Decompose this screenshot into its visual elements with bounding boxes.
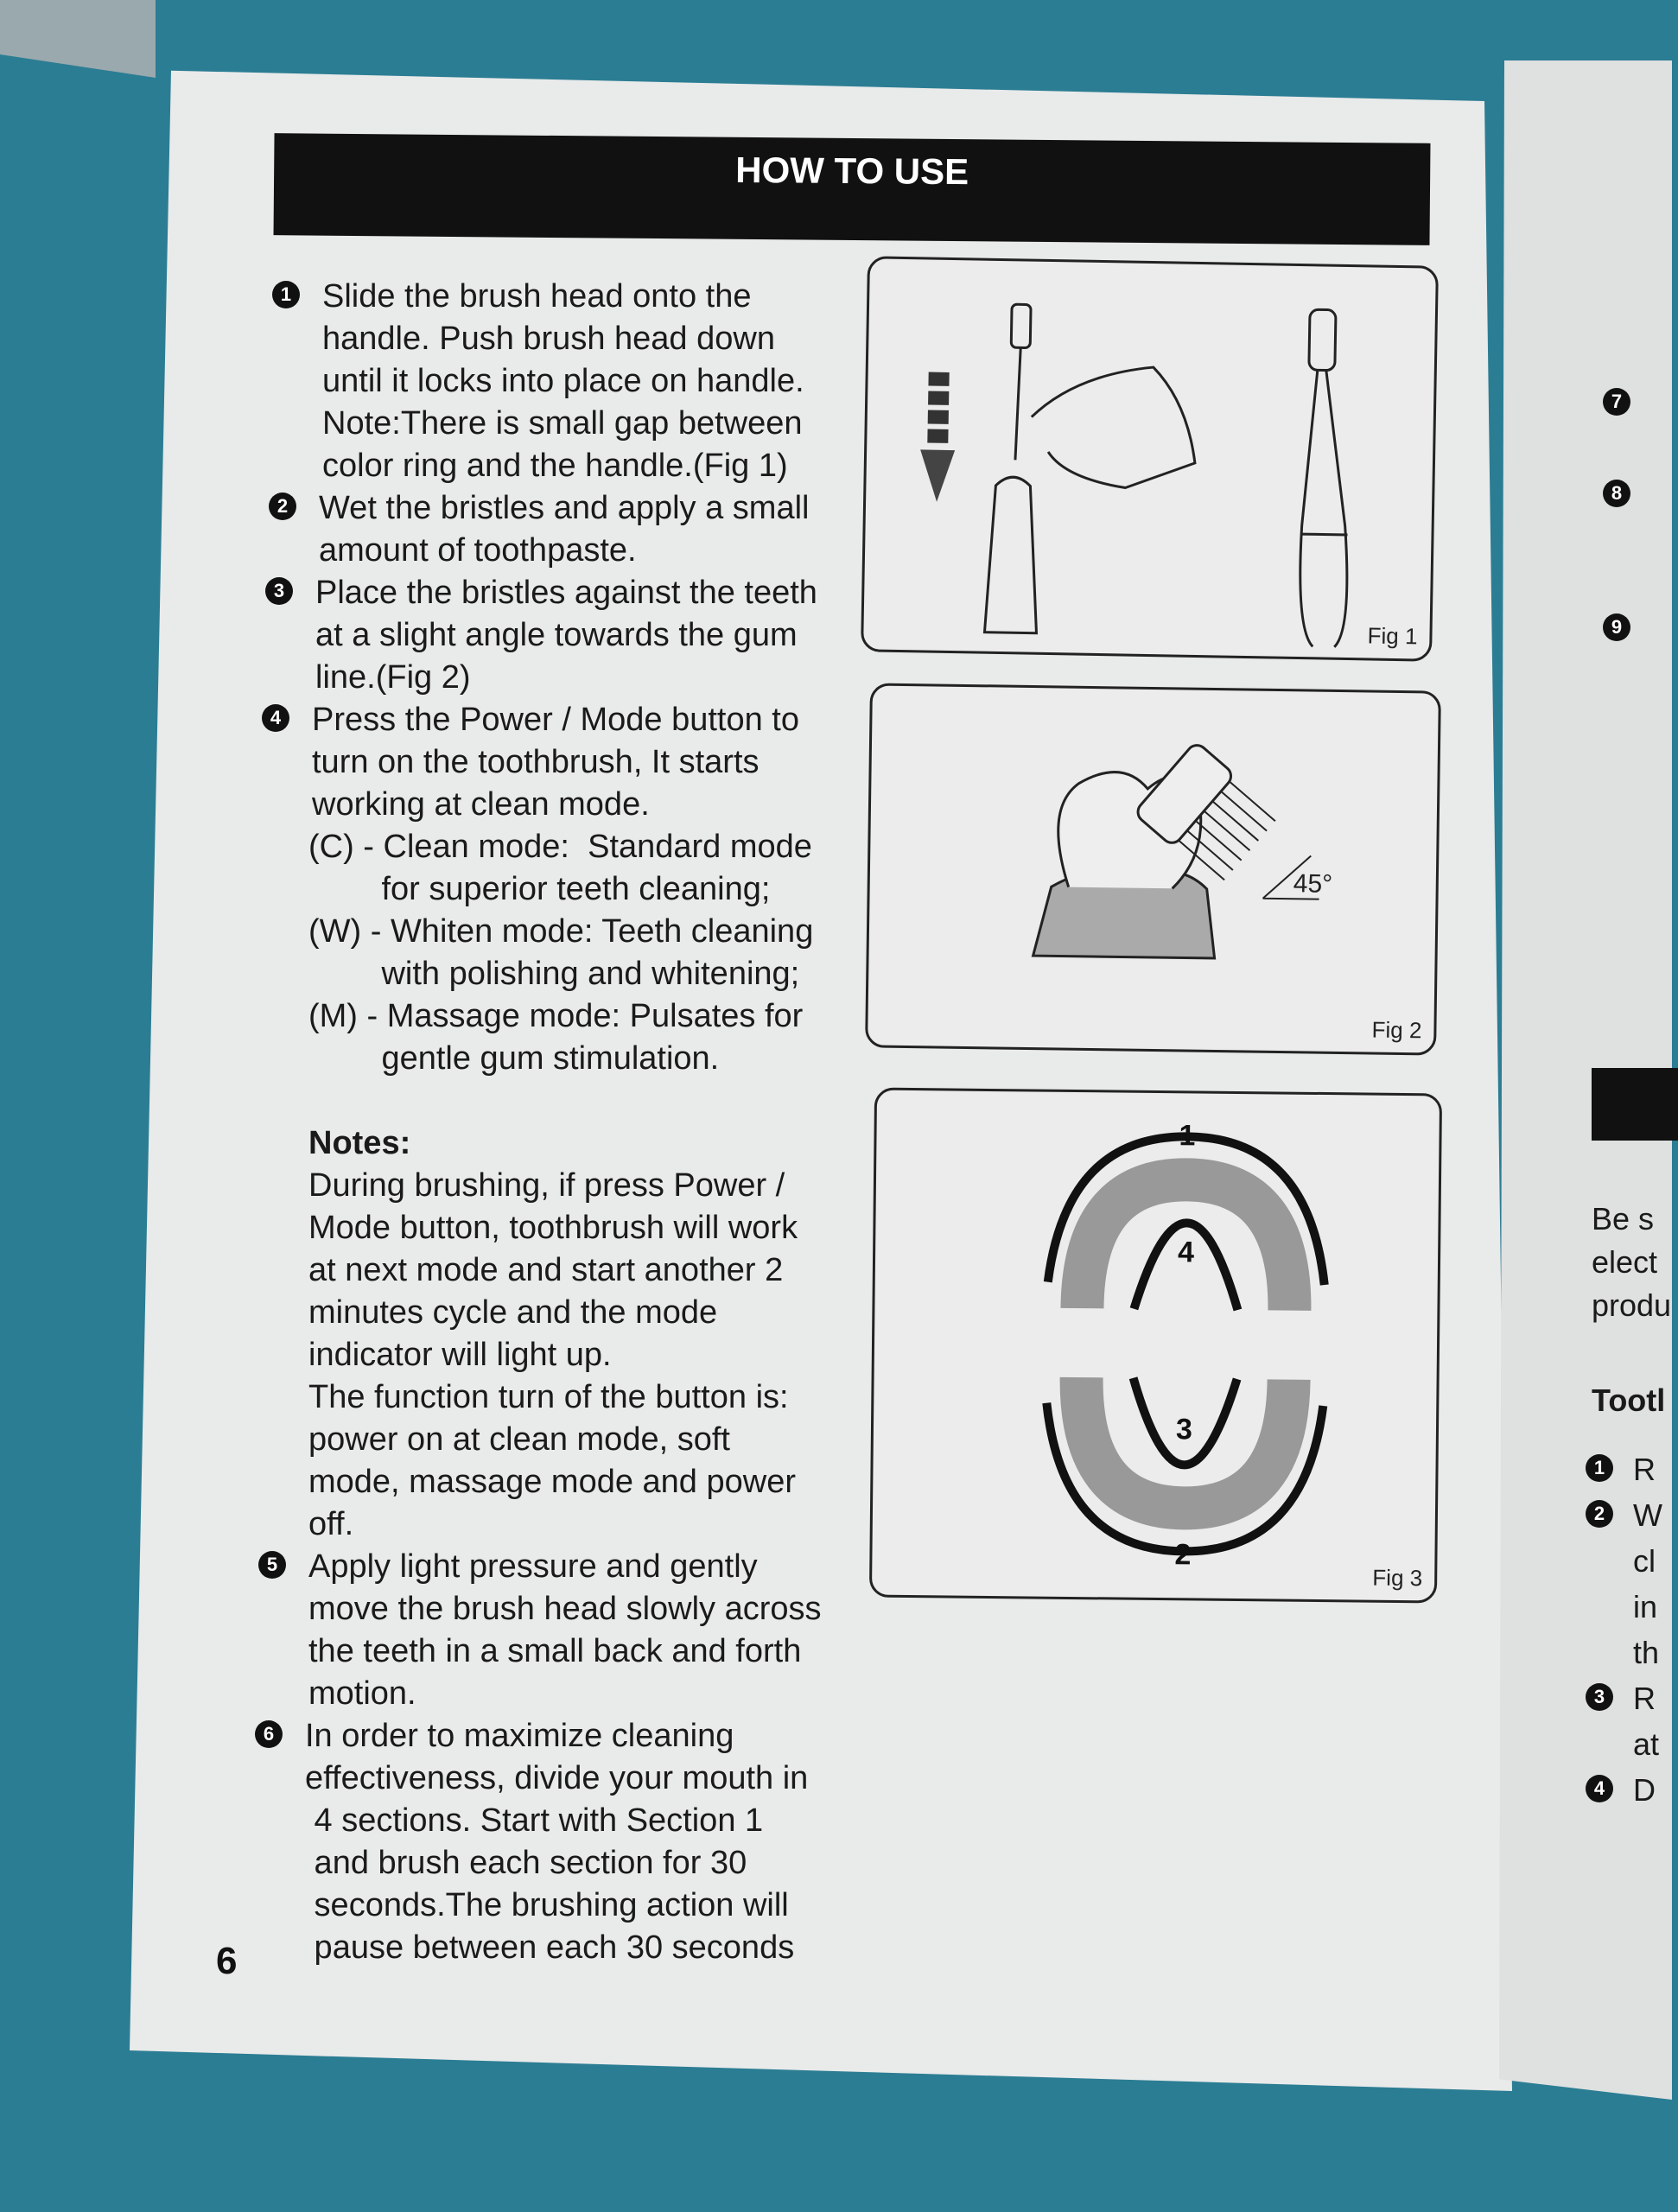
step-text-line: move the brush head slowly across — [308, 1591, 822, 1627]
right-step-text-line: D — [1633, 1772, 1656, 1808]
figure-1 — [861, 256, 1439, 661]
page-number: 6 — [216, 1940, 238, 1982]
right-step-text-line: W — [1633, 1497, 1662, 1533]
step-text-line: Press the Power / Mode button to — [312, 702, 799, 738]
right-page-text-line: elect — [1592, 1244, 1658, 1280]
step-number-badge: 4 — [262, 704, 289, 732]
step-text-line: motion. — [308, 1675, 416, 1712]
figure-3 — [869, 1088, 1442, 1604]
step-text-line: for superior teeth cleaning; — [308, 871, 771, 907]
step-text-line: During brushing, if press Power / — [308, 1167, 785, 1204]
step-text-line: In order to maximize cleaning — [305, 1718, 734, 1754]
right-step-text-line: in — [1633, 1589, 1658, 1624]
step-text-line: with polishing and whitening; — [308, 956, 800, 992]
right-page-text-line: produ — [1592, 1287, 1672, 1323]
mouth-sections-illustration — [872, 1090, 1440, 1601]
step-text-line: turn on the toothbrush, It starts — [312, 744, 760, 780]
section-2-label: 2 — [1174, 1538, 1192, 1572]
step-number-badge: 6 — [255, 1720, 283, 1748]
section-4-label: 4 — [1177, 1236, 1195, 1269]
step-text-line: Apply light pressure and gently — [308, 1548, 758, 1585]
right-step-text-line: R — [1633, 1681, 1656, 1716]
right-step-number-badge: 8 — [1603, 480, 1630, 507]
right-page-header-bar — [1592, 1068, 1678, 1141]
step-text-line: pause between each 30 seconds — [305, 1929, 795, 1966]
step-text-line: (M) - Massage mode: Pulsates for — [308, 998, 804, 1034]
step-text-line: until it locks into place on handle. — [322, 363, 804, 399]
step-text-line: gentle gum stimulation. — [308, 1040, 720, 1077]
step-text-line: 4 sections. Start with Section 1 — [305, 1802, 764, 1839]
step-text-line: amount of toothpaste. — [319, 532, 637, 569]
section-1-label: 1 — [1179, 1119, 1196, 1153]
step-text-line: (W) - Whiten mode: Teeth cleaning — [308, 913, 814, 950]
step-text-line: Mode button, toothbrush will work — [308, 1210, 798, 1246]
notes-heading: Notes: — [308, 1125, 411, 1161]
step-text-line: at next mode and start another 2 — [308, 1252, 784, 1288]
step-text-line: indicator will light up. — [308, 1337, 612, 1373]
right-step-text-line: cl — [1633, 1543, 1656, 1579]
right-step-number-badge: 1 — [1586, 1454, 1613, 1482]
step-number-badge: 3 — [265, 577, 293, 605]
background-object — [0, 0, 156, 78]
step-text-line: at a slight angle towards the gum — [315, 617, 798, 653]
brush-head-attach-illustration — [863, 258, 1436, 658]
step-text-line: the teeth in a small back and forth — [308, 1633, 802, 1669]
down-arrow-icon — [919, 449, 955, 502]
step-text-line: Slide the brush head onto the — [322, 278, 752, 315]
step-text-line: working at clean mode. — [312, 786, 650, 823]
right-step-number-badge: 3 — [1586, 1683, 1613, 1711]
figure-label: Fig 3 — [1372, 1564, 1423, 1592]
step-number-badge: 5 — [258, 1551, 286, 1579]
step-text-line: The function turn of the button is: — [308, 1379, 789, 1415]
step-text-line: seconds.The brushing action will — [305, 1887, 789, 1923]
brushing-angle-illustration — [868, 685, 1439, 1052]
step-text-line: line.(Fig 2) — [315, 659, 471, 696]
right-page-text-line: Be s — [1592, 1201, 1655, 1236]
step-text-line: Wet the bristles and apply a small — [319, 490, 810, 526]
right-step-text-line: th — [1633, 1635, 1660, 1670]
right-page-text-line: Tootl — [1592, 1382, 1666, 1418]
step-number-badge: 2 — [269, 493, 296, 520]
right-step-number-badge: 7 — [1603, 388, 1630, 416]
right-step-number-badge: 9 — [1603, 613, 1630, 641]
figure-label: Fig 1 — [1367, 622, 1418, 650]
step-text-line: (C) - Clean mode: Standard mode — [308, 829, 812, 865]
right-step-number-badge: 2 — [1586, 1500, 1613, 1528]
step-text-line: Note:There is small gap between — [322, 405, 803, 442]
figure-2 — [865, 683, 1441, 1055]
right-step-text-line: R — [1633, 1452, 1656, 1487]
step-number-badge: 1 — [272, 281, 300, 308]
section-3-label: 3 — [1175, 1413, 1193, 1446]
step-text-line: and brush each section for 30 — [305, 1845, 747, 1881]
figure-label: Fig 2 — [1371, 1016, 1422, 1044]
step-text-line: power on at clean mode, soft — [308, 1421, 730, 1458]
right-step-text-line: at — [1633, 1726, 1660, 1762]
step-text-line: color ring and the handle.(Fig 1) — [322, 448, 788, 484]
step-text-line: mode, massage mode and power — [308, 1464, 796, 1500]
right-step-number-badge: 4 — [1586, 1775, 1613, 1802]
step-text-line: handle. Push brush head down — [322, 321, 775, 357]
step-text-line: off. — [308, 1506, 354, 1542]
angle-label: 45° — [1293, 869, 1333, 899]
step-text-line: Place the bristles against the teeth — [315, 575, 817, 611]
section-header-bar — [274, 133, 1431, 245]
step-text-line: effectiveness, divide your mouth in — [305, 1760, 809, 1796]
step-text-line: minutes cycle and the mode — [308, 1294, 718, 1331]
section-title: HOW TO USE — [735, 149, 969, 193]
